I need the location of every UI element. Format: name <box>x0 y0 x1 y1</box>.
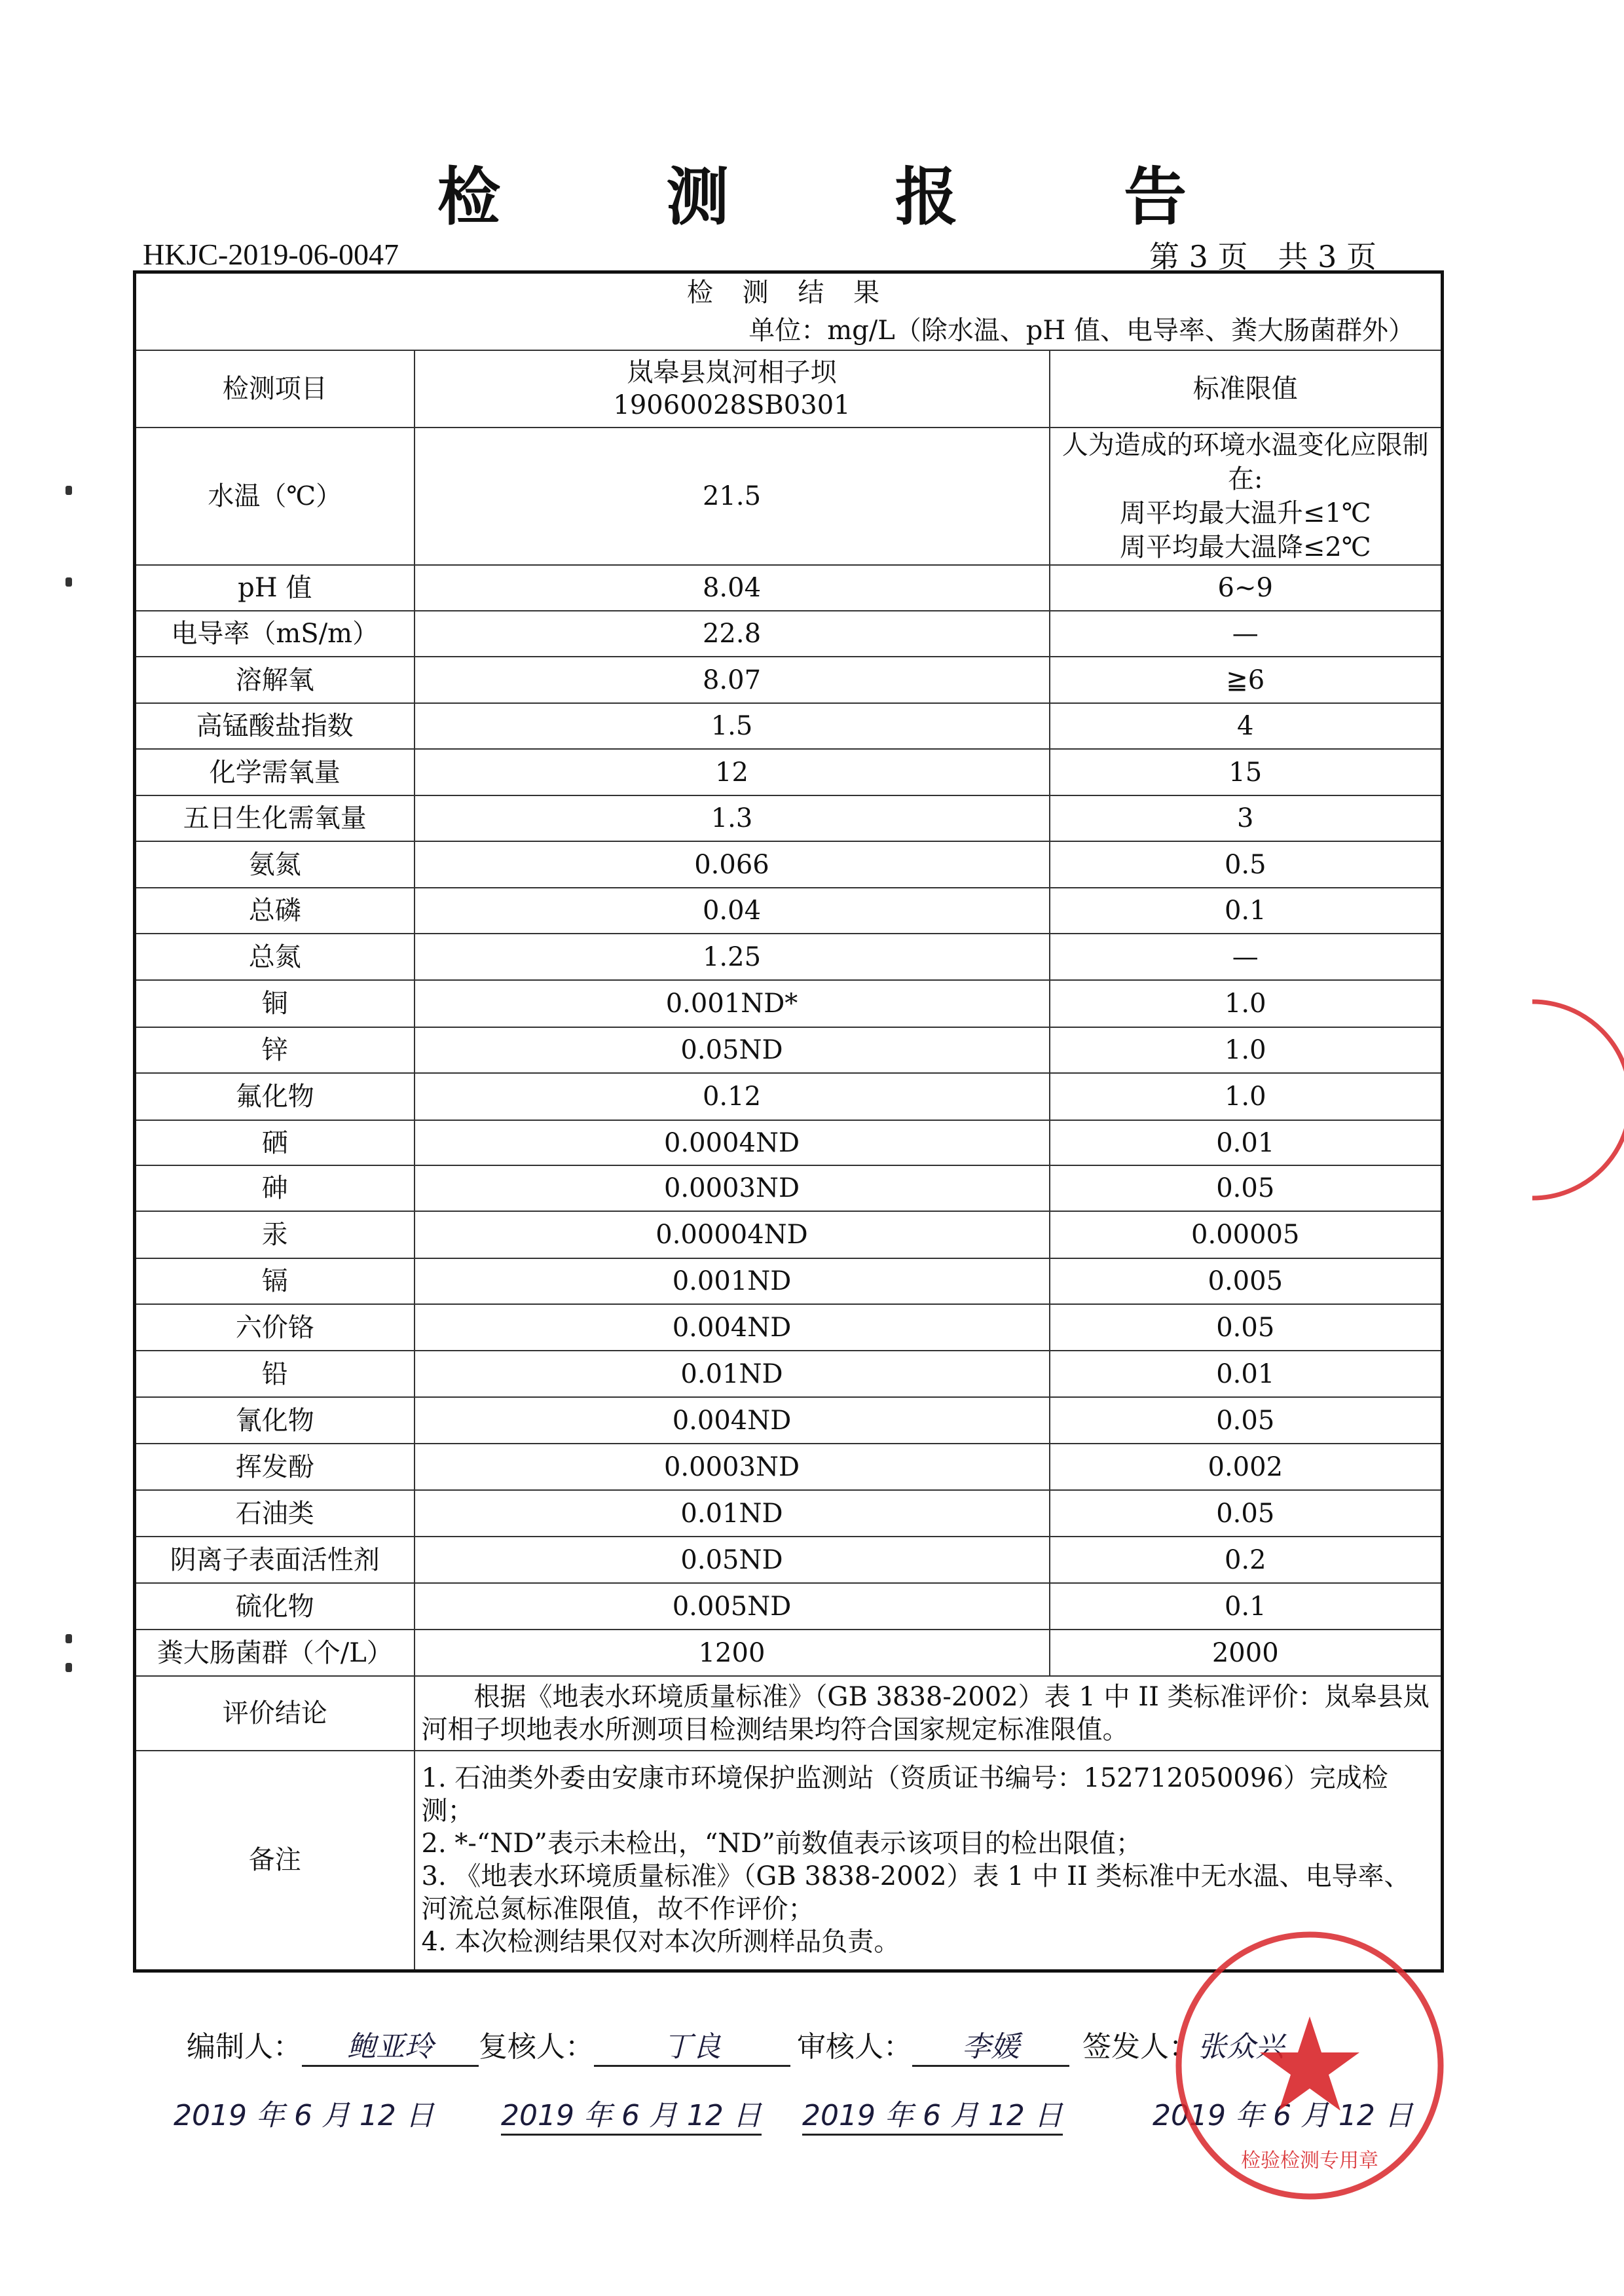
table-row <box>135 703 1443 749</box>
value-cell: 1.5 <box>415 703 1050 749</box>
item-cell: 粪大肠菌群（个/L） <box>135 1630 415 1676</box>
date-reviewer: 2019 年 6 月 12 日 <box>501 2092 762 2136</box>
table-row <box>135 1630 1443 1676</box>
table-row <box>135 1304 1443 1351</box>
value-cell: 0.005ND <box>415 1583 1050 1630</box>
results-table <box>133 270 1444 1973</box>
remark-item: 1. 石油类外委由安康市环境保护监测站（资质证书编号：152712050096）完成检测； <box>421 1763 1388 1827</box>
value-cell: 0.0003ND <box>415 1165 1050 1211</box>
limit-cell: 0.002 <box>1050 1444 1443 1490</box>
page-seam-seal <box>1513 995 1624 1205</box>
item-cell: 汞 <box>135 1211 415 1258</box>
table-row <box>135 1211 1443 1258</box>
section-title: 检 测 结 果 <box>135 272 1443 312</box>
report-number: HKJC-2019-06-0047 <box>143 238 399 271</box>
table-row <box>135 1583 1443 1630</box>
limit-cell: 0.5 <box>1050 841 1443 888</box>
item-cell: 溶解氧 <box>135 657 415 703</box>
item-water-temperature: 水温（℃） <box>135 428 415 565</box>
item-cell: 氰化物 <box>135 1397 415 1444</box>
item-cell: 硒 <box>135 1120 415 1165</box>
conclusion-text: 根据《地表水环境质量标准》（GB 3838-2002）表 1 中 II 类标准评价：岚皋县岚河相子坝地表水所测项目检测结果均符合国家规定标准限值。 <box>415 1676 1443 1751</box>
value-cell: 0.00004ND <box>415 1211 1050 1258</box>
report-title: 检 测 报 告 <box>437 160 1259 234</box>
limit-cell: 0.1 <box>1050 888 1443 934</box>
table-row <box>135 611 1443 657</box>
conclusion-label: 评价结论 <box>135 1676 415 1751</box>
limit-cell: 0.1 <box>1050 1583 1443 1630</box>
auditor-label: 审核人： <box>797 2030 912 2064</box>
issuer-label: 签发人： <box>1082 2030 1198 2064</box>
limit-cell: 0.01 <box>1050 1351 1443 1397</box>
result-rows <box>135 565 1443 1676</box>
remark-item: 3. 《地表水环境质量标准》（GB 3838-2002）表 1 中 II 类标准中无水温、电导率、河流总氮标准限值，故不作评价； <box>421 1861 1411 1925</box>
item-cell: 挥发酚 <box>135 1444 415 1490</box>
limit-cell: 2000 <box>1050 1630 1443 1676</box>
limit-cell: 0.05 <box>1050 1165 1443 1211</box>
limit-cell: 1.0 <box>1050 980 1443 1027</box>
remarks-label: 备注 <box>135 1751 415 1971</box>
table-row <box>135 1351 1443 1397</box>
binding-hole-mark <box>65 486 72 495</box>
limit-cell: — <box>1050 934 1443 980</box>
value-cell: 0.004ND <box>415 1397 1050 1444</box>
table-row <box>135 1444 1443 1490</box>
limit-cell: 4 <box>1050 703 1443 749</box>
value-cell: 22.8 <box>415 611 1050 657</box>
site-code: 19060028SB0301 <box>613 390 851 420</box>
value-cell: 0.0004ND <box>415 1120 1050 1165</box>
limit-cell: 0.05 <box>1050 1397 1443 1444</box>
remark-item: 4. 本次检测结果仅对本次所测样品负责。 <box>421 1927 900 1958</box>
table-row <box>135 1165 1443 1211</box>
reviewer-signature: 丁良 <box>594 2023 790 2067</box>
limit-line-2: 周平均最大温升≤1℃ <box>1119 498 1371 528</box>
table-row <box>135 1027 1443 1073</box>
limit-cell: 15 <box>1050 749 1443 795</box>
value-cell: 1.25 <box>415 934 1050 980</box>
preparer-signature: 鲍亚玲 <box>302 2023 479 2067</box>
limit-cell: 0.00005 <box>1050 1211 1443 1258</box>
date-auditor: 2019 年 6 月 12 日 <box>802 2092 1063 2136</box>
binding-hole-mark <box>65 1663 72 1672</box>
table-row <box>135 795 1443 841</box>
item-cell: 氟化物 <box>135 1073 415 1120</box>
item-cell: 铜 <box>135 980 415 1027</box>
limit-cell: 1.0 <box>1050 1073 1443 1120</box>
column-header-site <box>415 350 1050 428</box>
table-row <box>135 1537 1443 1583</box>
value-cell: 0.001ND* <box>415 980 1050 1027</box>
remark-item: 2. *-“ND”表示未检出，“ND”前数值表示该项目的检出限值； <box>421 1829 1142 1859</box>
item-cell: 高锰酸盐指数 <box>135 703 415 749</box>
date-issuer: 2019 年 6 月 12 日 <box>1153 2099 1413 2132</box>
item-cell: 石油类 <box>135 1490 415 1537</box>
table-row <box>135 749 1443 795</box>
unit-note: 单位：mg/L（除水温、pH 值、电导率、粪大肠菌群外） <box>135 312 1443 350</box>
item-cell: 总磷 <box>135 888 415 934</box>
value-cell: 0.04 <box>415 888 1050 934</box>
value-cell: 0.12 <box>415 1073 1050 1120</box>
auditor-signature: 李媛 <box>912 2023 1069 2067</box>
item-cell: 化学需氧量 <box>135 749 415 795</box>
preparer-label: 编制人： <box>187 2030 302 2064</box>
item-cell: pH 值 <box>135 565 415 611</box>
item-cell: 镉 <box>135 1258 415 1304</box>
table-row <box>135 980 1443 1027</box>
limit-cell: 0.005 <box>1050 1258 1443 1304</box>
limit-cell: 0.01 <box>1050 1120 1443 1165</box>
item-cell: 阴离子表面活性剂 <box>135 1537 415 1583</box>
column-header-limit: 标准限值 <box>1050 350 1443 428</box>
value-cell: 0.066 <box>415 841 1050 888</box>
limit-water-temperature <box>1050 428 1443 565</box>
limit-cell: 3 <box>1050 795 1443 841</box>
date-preparer: 2019 年 6 月 12 日 <box>174 2099 434 2132</box>
value-cell: 0.001ND <box>415 1258 1050 1304</box>
reviewer-label: 复核人： <box>479 2030 594 2064</box>
item-cell: 锌 <box>135 1027 415 1073</box>
value-cell: 1.3 <box>415 795 1050 841</box>
item-cell: 氨氮 <box>135 841 415 888</box>
item-cell: 铅 <box>135 1351 415 1397</box>
limit-cell: — <box>1050 611 1443 657</box>
limit-cell: ≧6 <box>1050 657 1443 703</box>
item-cell: 硫化物 <box>135 1583 415 1630</box>
value-cell: 0.004ND <box>415 1304 1050 1351</box>
binding-hole-mark <box>65 577 72 587</box>
limit-line-1: 人为造成的环境水温变化应限制在: <box>1061 430 1429 494</box>
table-row <box>135 1073 1443 1120</box>
item-cell: 砷 <box>135 1165 415 1211</box>
value-cell: 0.01ND <box>415 1351 1050 1397</box>
value-cell: 0.01ND <box>415 1490 1050 1537</box>
site-name: 岚皋县岚河相子坝 <box>627 357 837 388</box>
limit-cell: 6~9 <box>1050 565 1443 611</box>
limit-cell: 0.2 <box>1050 1537 1443 1583</box>
column-header-item: 检测项目 <box>135 350 415 428</box>
limit-line-3: 周平均最大温降≤2℃ <box>1119 532 1371 562</box>
table-row <box>135 934 1443 980</box>
value-cell: 0.05ND <box>415 1537 1050 1583</box>
table-row <box>135 1120 1443 1165</box>
item-cell: 总氮 <box>135 934 415 980</box>
limit-cell: 0.05 <box>1050 1304 1443 1351</box>
value-cell: 0.05ND <box>415 1027 1050 1073</box>
binding-hole-mark <box>65 1634 72 1643</box>
table-row <box>135 657 1443 703</box>
value-water-temperature: 21.5 <box>415 428 1050 565</box>
table-row <box>135 841 1443 888</box>
item-cell: 五日生化需氧量 <box>135 795 415 841</box>
inspection-seal <box>1169 1925 1450 2206</box>
value-cell: 1200 <box>415 1630 1050 1676</box>
item-cell: 六价铬 <box>135 1304 415 1351</box>
table-row <box>135 1490 1443 1537</box>
value-cell: 12 <box>415 749 1050 795</box>
table-row <box>135 565 1443 611</box>
item-cell: 电导率（mS/m） <box>135 611 415 657</box>
table-row <box>135 1258 1443 1304</box>
value-cell: 8.07 <box>415 657 1050 703</box>
value-cell: 0.0003ND <box>415 1444 1050 1490</box>
value-cell: 8.04 <box>415 565 1050 611</box>
limit-cell: 1.0 <box>1050 1027 1443 1073</box>
limit-cell: 0.05 <box>1050 1490 1443 1537</box>
page-indicator: 第 3 页 共 3 页 <box>1149 239 1377 274</box>
table-row <box>135 1397 1443 1444</box>
table-row <box>135 888 1443 934</box>
issuer-signature: 张众兴 <box>1198 2030 1284 2064</box>
seal-text: 检验检测专用章 <box>1241 2149 1378 2172</box>
